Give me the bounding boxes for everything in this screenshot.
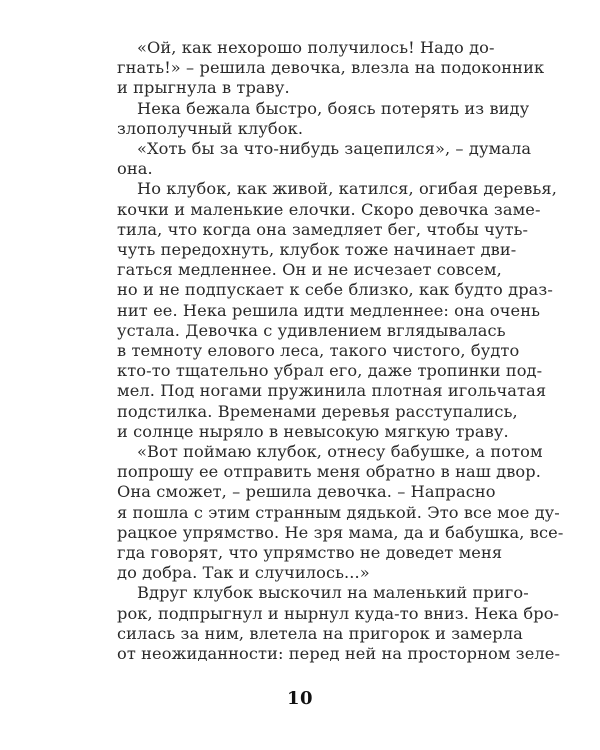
- text-line: и прыгнула в траву.: [117, 78, 290, 98]
- text-line: гнать!» – решила девочка, влезла на подоконник: [117, 58, 545, 78]
- text-line: мел. Под ногами пружинила плотная игольчатая: [117, 381, 547, 401]
- text-line: и солнце ныряло в невысокую мягкую траву.: [117, 421, 509, 441]
- text-line: до добра. Так и случилось...»: [117, 563, 370, 583]
- text-line: я пошла с этим странным дядькой. Это все мое ду-: [117, 502, 560, 522]
- page-number: 10: [286, 688, 314, 709]
- text-line: тила, что когда она замедляет бег, чтобы чуть-: [117, 219, 529, 239]
- text-line: нит ее. Нека решила идти медленнее: она очень: [117, 300, 541, 320]
- text-line: Но клубок, как живой, катился, огибая деревья,: [137, 179, 557, 199]
- text-line: она.: [117, 159, 153, 179]
- text-line: Она сможет, – решила девочка. – Напрасно: [117, 482, 496, 502]
- text-line: от неожиданности: перед ней на просторном зеле-: [117, 644, 561, 663]
- text-line: гаться медленнее. Он и не исчезает совсем,: [117, 260, 502, 280]
- text-line: чуть передохнуть, клубок тоже начинает дви-: [117, 240, 517, 259]
- text-line: но и не подпускает к себе близко, как будто драз-: [117, 280, 553, 300]
- text-line: Вдруг клубок выскочил на маленький приго-: [137, 583, 529, 603]
- text-line: Нека бежала быстро, боясь потерять из виду: [137, 98, 530, 118]
- text-line: «Вот поймаю клубок, отнесу бабушке, а потом: [137, 442, 543, 461]
- text-line: «Ой, как нехорошо получилось! Надо до-: [137, 38, 495, 57]
- text-line: гда говорят, что упрямство не доведет меня: [117, 543, 503, 562]
- text-line: злополучный клубок.: [117, 118, 304, 138]
- text-line: кочки и маленькие елочки. Скоро девочка заме-: [117, 199, 541, 219]
- text-line: в темноту елового леса, такого чистого, будто: [117, 341, 520, 360]
- text-line: подстилка. Временами деревья расступались,: [117, 401, 518, 421]
- text-line: рок, подпрыгнул и нырнул куда-то вниз. Нека бро-: [117, 603, 560, 623]
- text-line: попрошу ее отправить меня обратно в наш двор.: [117, 462, 541, 482]
- text-line: рацкое упрямство. Не зря мама, да и бабушка, все-: [117, 522, 564, 542]
- text-line: устала. Девочка с удивлением вглядывалась: [117, 320, 506, 340]
- text-line: силась за ним, влетела на пригорок и замерла: [117, 623, 523, 643]
- text-line: «Хоть бы за что-нибудь зацепился», – думала: [137, 139, 532, 158]
- text-line: кто-то тщательно убрал его, даже тропинки под-: [117, 361, 543, 381]
